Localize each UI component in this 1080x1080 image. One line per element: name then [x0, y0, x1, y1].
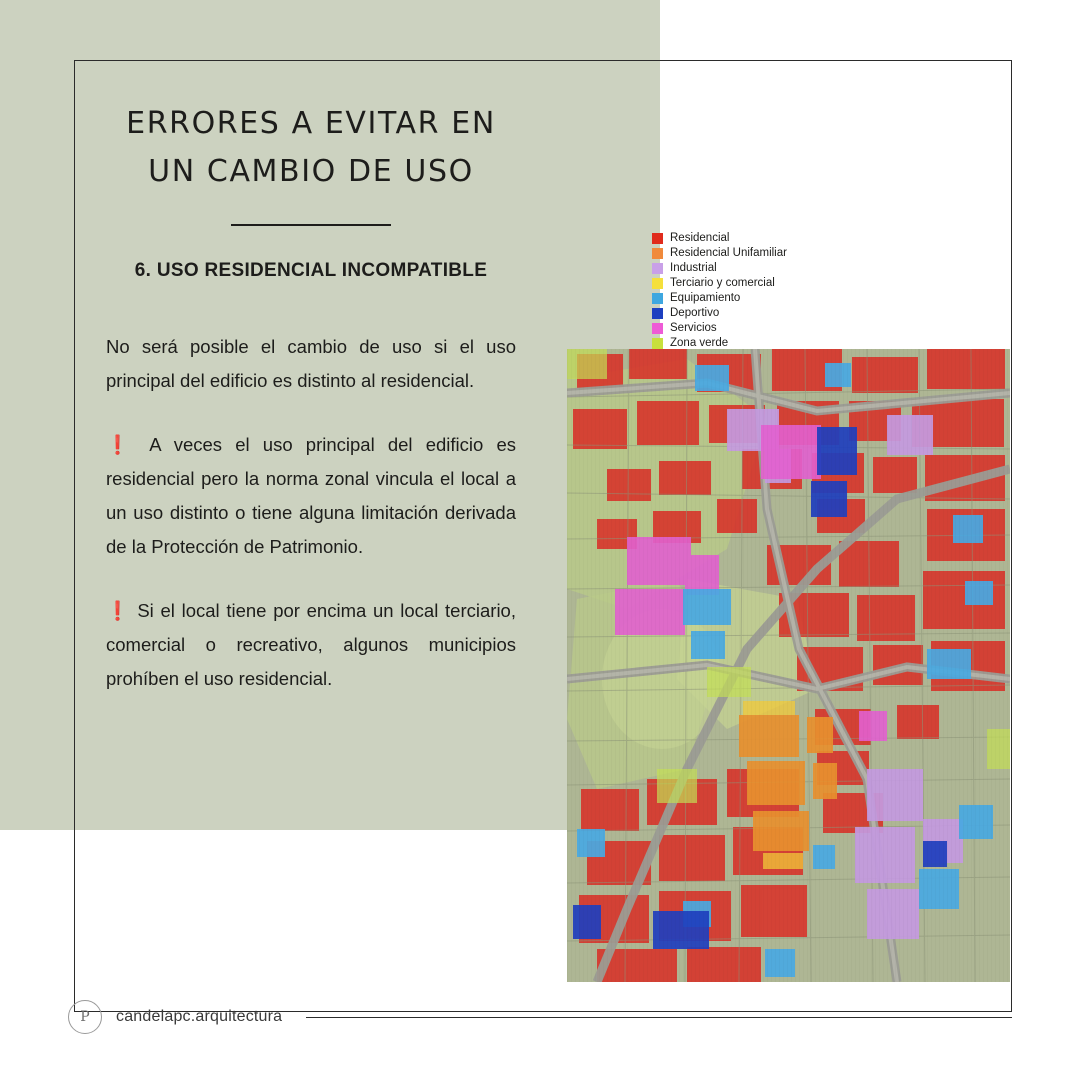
legend-label: Equipamiento	[670, 292, 741, 304]
logo-icon: P	[68, 1000, 102, 1034]
legend-item	[652, 246, 882, 261]
map-svg	[567, 349, 1010, 982]
legend-swatch-industrial	[652, 263, 663, 274]
paragraph-3-text: Si el local tiene por encima un local terciario, comercial o recreativo, algunos municipios prohíben el uso residencial.	[106, 600, 516, 689]
account-handle: candelapc.arquitectura	[116, 1008, 283, 1025]
paragraph-2	[106, 428, 516, 564]
legend-label: Residencial Unifamiliar	[670, 247, 787, 259]
legend-label: Servicios	[670, 322, 717, 334]
text-column	[106, 100, 516, 696]
legend-item	[652, 291, 882, 306]
map-legend	[652, 231, 882, 351]
legend-swatch-terciario-comercial	[652, 278, 663, 289]
page-title: ERRORES A EVITAR EN UN CAMBIO DE USO	[126, 106, 496, 189]
warning-icon-1: ❗	[106, 434, 138, 455]
land-use-map	[567, 349, 1010, 982]
legend-swatch-residencial	[652, 233, 663, 244]
legend-item	[652, 261, 882, 276]
legend-item	[652, 276, 882, 291]
title-divider	[231, 224, 391, 226]
legend-swatch-zona-verde	[652, 338, 663, 349]
footer	[68, 1000, 1012, 1034]
paragraph-1-text: No será posible el cambio de uso si el uso principal del edificio es distinto al residencial.	[106, 336, 516, 391]
legend-label: Deportivo	[670, 307, 720, 319]
legend-label: Industrial	[670, 262, 717, 274]
legend-item	[652, 231, 882, 246]
legend-swatch-servicios	[652, 323, 663, 334]
section-subtitle: 6. USO RESIDENCIAL INCOMPATIBLE	[134, 260, 488, 281]
legend-item	[652, 321, 882, 336]
legend-swatch-residencial-unifamiliar	[652, 248, 663, 259]
legend-label: Terciario y comercial	[670, 277, 775, 289]
warning-icon-2: ❗	[106, 600, 131, 621]
paragraph-3	[106, 594, 516, 696]
legend-swatch-equipamiento	[652, 293, 663, 304]
paragraph-1	[106, 330, 516, 398]
footer-divider	[306, 1017, 1012, 1018]
legend-label: Zona verde	[670, 337, 729, 349]
legend-swatch-deportivo	[652, 308, 663, 319]
legend-item	[652, 306, 882, 321]
paragraph-2-text: A veces el uso principal del edificio es residencial pero la norma zonal vincula el local a un uso distinto o tiene alguna limitación derivada de la Protección de Patrimonio.	[106, 434, 516, 557]
legend-label: Residencial	[670, 232, 730, 244]
